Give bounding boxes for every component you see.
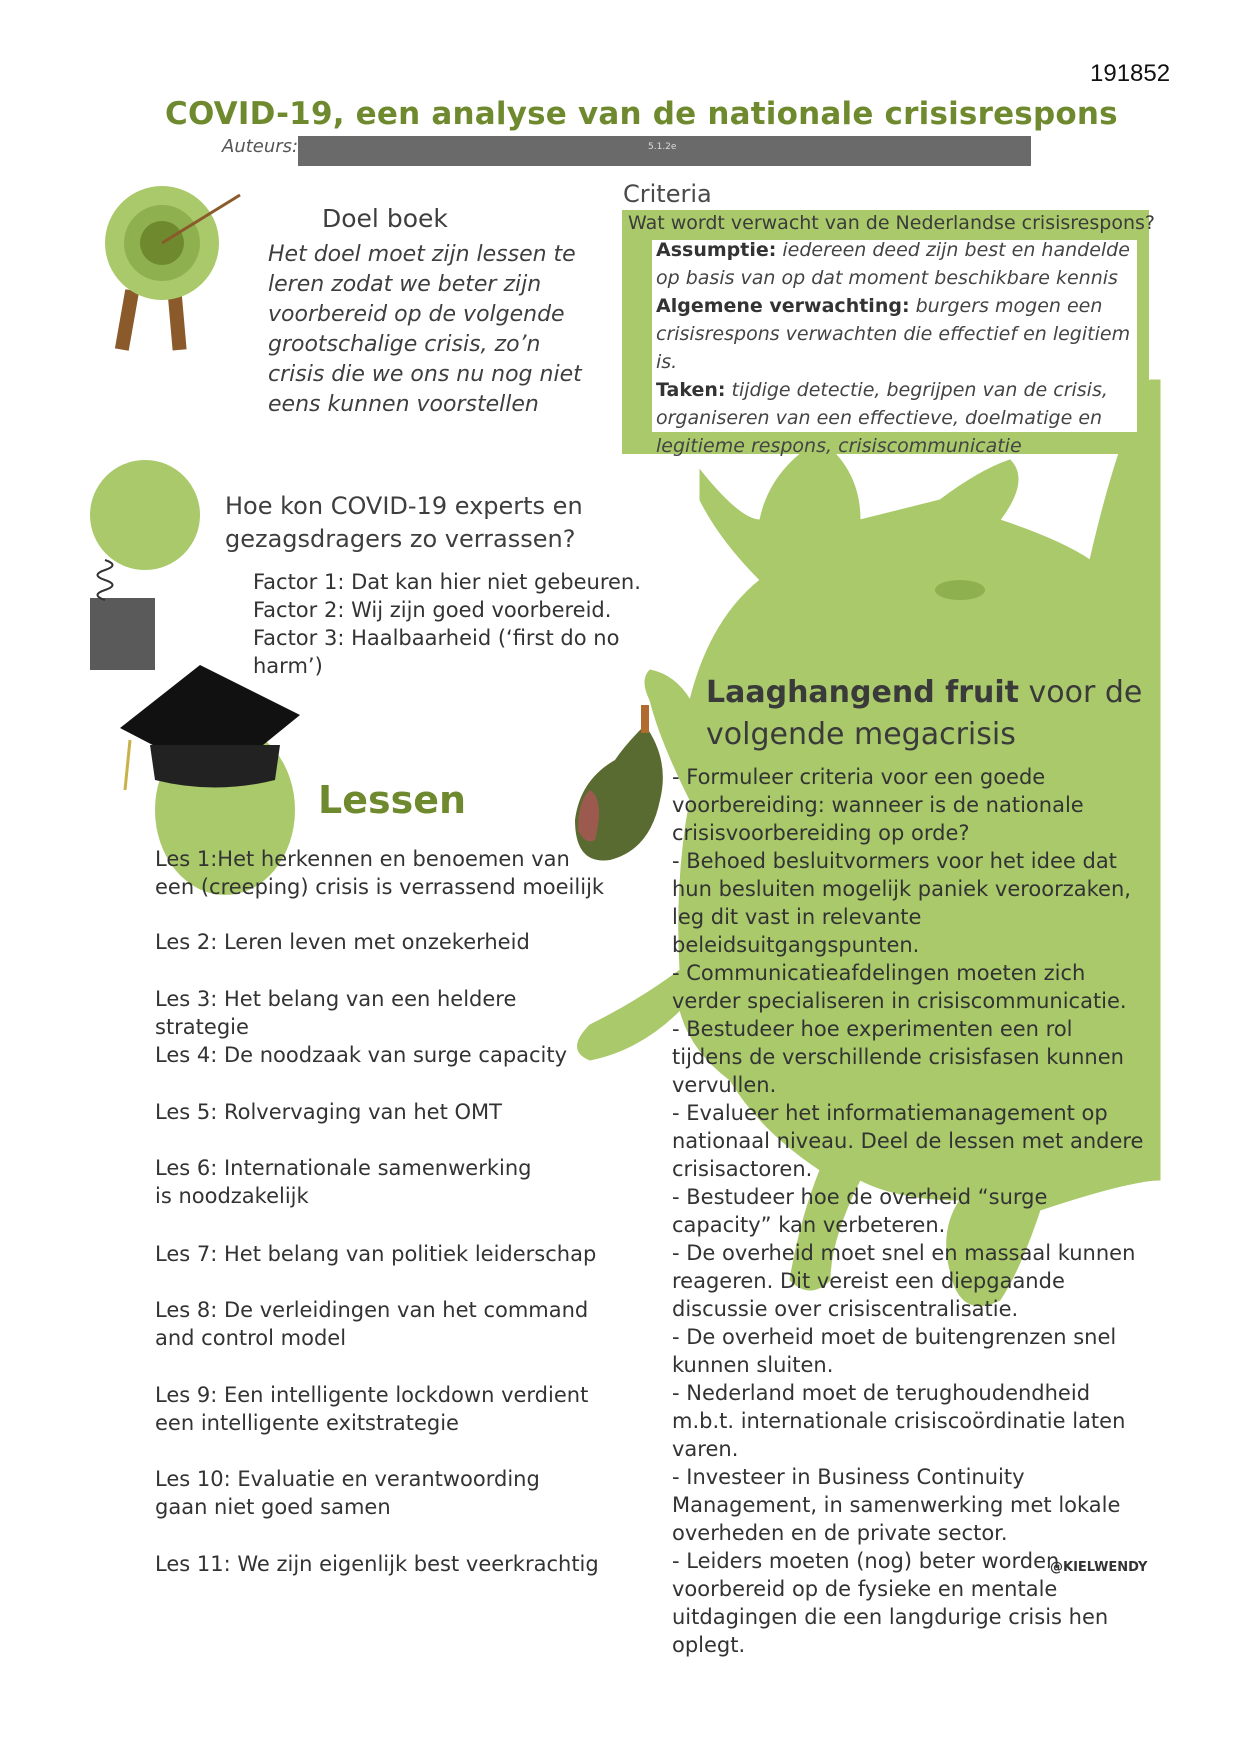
pear-illustration <box>575 705 663 861</box>
taken-text: tijdige detectie, begrijpen van de crisis, <box>725 379 1108 401</box>
les-item: Les 4: De noodzaak van surge capacity <box>155 1043 568 1067</box>
verwachting-line2: crisisrespons verwachten die effectief en legitiem is. <box>656 323 1131 373</box>
assumptie-line <box>656 236 1141 264</box>
laaghangend-title-line2: volgende megacrisis <box>706 717 1016 752</box>
les-item: Les 10: Evaluatie en verantwoording gaan niet goed samen <box>155 1467 540 1519</box>
doel-line: crisis die we ons nu nog niet <box>268 362 582 387</box>
doel-line: leren zodat we beter zijn <box>268 272 542 297</box>
lessen-title: Lessen <box>318 778 467 822</box>
laaghangend-item: - Bestudeer hoe experimenten een rol tijdens de verschillende crisisfasen kunnen vervullen. <box>672 1017 1124 1097</box>
laaghangend-title <box>706 672 1146 756</box>
assumptie-line2: op basis van op dat moment beschikbare kennis <box>656 267 1118 289</box>
virus-jack-in-box-illustration <box>90 460 200 670</box>
hoe-title-line2: gezagsdragers zo verrassen? <box>225 525 576 553</box>
taken-line2: organiseren van een effectieve, doelmatige en <box>656 407 1103 429</box>
document-id: 191852 <box>1090 60 1171 87</box>
les-item: Les 11: We zijn eigenlijk best veerkrachtig <box>155 1552 599 1576</box>
les-item: Les 6: Internationale samenwerking is noodzakelijk <box>155 1156 532 1208</box>
verwachting-text: burgers mogen een <box>909 295 1103 317</box>
les-item: Les 8: De verleidingen van het command and control model <box>155 1298 589 1350</box>
laaghangend-item: - Bestudeer hoe de overheid “surge capacity” kan verbeteren. <box>672 1185 1048 1237</box>
laaghangend-item: - Behoed besluitvormers voor het idee dat hun besluiten mogelijk paniek veroorzaken, leg dit vast in relevante beleidsuitgangspunten. <box>672 849 1131 957</box>
doel-title: Doel boek <box>322 204 448 233</box>
authors-label: Auteurs: <box>222 136 299 157</box>
hoe-title-line1: Hoe kon COVID-19 experts en <box>225 492 583 520</box>
taken-label: Taken: <box>656 379 726 401</box>
les-item: Les 3: Het belang van een heldere strategie <box>155 987 517 1039</box>
laaghangend-item: - Leiders moeten (nog) beter worden voorbereid op de fysieke en mentale uitdagingen die een langdurige crisis hen oplegt. <box>672 1549 1109 1657</box>
doel-text <box>268 240 598 420</box>
laaghangend-item: - De overheid moet de buitengrenzen snel kunnen sluiten. <box>672 1325 1117 1377</box>
factor-item: Factor 3: Haalbaarheid (‘first do no harm’) <box>253 626 620 678</box>
laaghangend-item: - Evalueer het informatiemanagement op nationaal niveau. Deel de lessen met andere crisisactoren. <box>672 1101 1144 1181</box>
taken-line3: legitieme respons, crisiscommunicatie <box>656 435 1022 457</box>
laaghangend-item: - Communicatieafdelingen moeten zich verder specialiseren in crisiscommunicatie. <box>672 961 1127 1013</box>
les-item: Les 5: Rolvervaging van het OMT <box>155 1100 502 1124</box>
artist-signature: @KIELWENDY <box>1050 1560 1148 1575</box>
laaghangend-title-line1 <box>706 672 1146 714</box>
target-illustration <box>105 186 240 351</box>
verwachting-label: Algemene verwachting: <box>656 295 910 317</box>
assumptie-text: iedereen deed zijn best en handelde <box>776 239 1130 261</box>
criteria-question: Wat wordt verwacht van de Nederlandse crisisrespons? <box>628 212 1155 234</box>
laaghangend-item: - Investeer in Business Continuity Management, in samenwerking met lokale overheden en de private sector. <box>672 1465 1121 1545</box>
doel-line: Het doel moet zijn lessen te <box>268 242 576 267</box>
criteria-body <box>656 236 1141 460</box>
factor-list <box>253 568 693 680</box>
doel-line: eens kunnen voorstellen <box>268 392 539 417</box>
assumptie-label: Assumptie: <box>656 239 777 261</box>
redaction-code: 5.1.2e <box>648 142 677 152</box>
les-item: Les 1:Het herkennen en benoemen van een (creeping) crisis is verrassend moeilijk <box>155 847 605 899</box>
page-title: COVID-19, een analyse van de nationale crisisrespons <box>165 96 1118 132</box>
les-item: Les 7: Het belang van politiek leiderschap <box>155 1242 597 1266</box>
les-item: Les 2: Leren leven met onzekerheid <box>155 930 530 954</box>
criteria-title: Criteria <box>623 180 712 208</box>
laaghangend-list <box>672 763 1147 1659</box>
hoe-title <box>225 490 645 556</box>
doel-line: grootschalige crisis, zo’n <box>268 332 541 357</box>
factor-item: Factor 1: Dat kan hier niet gebeuren. <box>253 570 641 594</box>
verwachting-line <box>656 292 1141 320</box>
laaghangend-item: - De overheid moet snel en massaal kunnen reageren. Dit vereist een diepgaande discussie over crisiscentralisatie. <box>672 1241 1136 1321</box>
doel-line: voorbereid op de volgende <box>268 302 565 327</box>
factor-item: Factor 2: Wij zijn goed voorbereid. <box>253 598 612 622</box>
laaghangend-title-rest: voor de <box>1018 675 1143 710</box>
laaghangend-title-bold: Laaghangend fruit <box>706 675 1019 710</box>
taken-line <box>656 376 1141 404</box>
les-item: Les 9: Een intelligente lockdown verdient een intelligente exitstrategie <box>155 1383 589 1435</box>
laaghangend-item: - Nederland moet de terughoudendheid m.b.t. internationale crisiscoördinatie laten varen. <box>672 1381 1126 1461</box>
laaghangend-item: - Formuleer criteria voor een goede voorbereiding: wanneer is de nationale crisisvoorbereiding op orde? <box>672 765 1084 845</box>
